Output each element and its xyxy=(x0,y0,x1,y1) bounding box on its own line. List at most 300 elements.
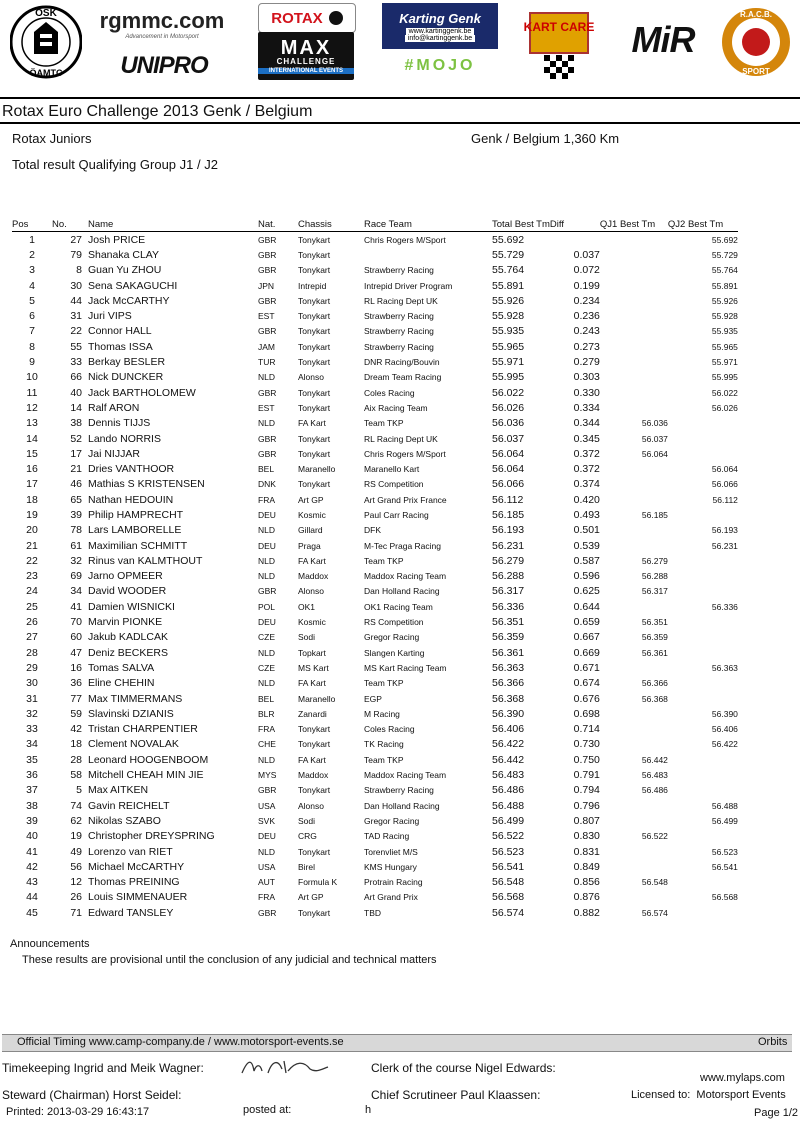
cell-nat: NLD xyxy=(258,754,276,765)
cell-qj1-best: 56.036 xyxy=(641,418,668,429)
cell-chassis: Sodi xyxy=(298,632,316,643)
cell-chassis: Art GP xyxy=(298,494,324,505)
cell-qj2-best xyxy=(668,614,738,629)
cell-qj1-best: 56.361 xyxy=(641,647,668,658)
cell-pos: 44 xyxy=(26,891,38,904)
cell-name: Mitchell CHEAH MIN JIE xyxy=(88,769,204,782)
cell-qj1-best: 56.486 xyxy=(641,785,668,796)
cell-nat: GBR xyxy=(258,234,277,245)
cell-qj2-best: 56.193 xyxy=(711,525,738,536)
cell-total-best: 56.022 xyxy=(492,386,525,399)
cell-qj1-best xyxy=(600,538,668,553)
cell-qj1-best xyxy=(600,354,668,369)
col-race-team: Race Team xyxy=(364,217,492,232)
racb-sport-logo xyxy=(720,6,792,78)
table-row xyxy=(12,798,738,813)
cell-race-team: Chris Rogers M/Sport xyxy=(364,448,446,459)
orbits-text: Orbits xyxy=(758,1036,788,1048)
table-row xyxy=(12,247,738,262)
steward-label: Steward (Chairman) Horst Seidel: xyxy=(2,1088,182,1102)
cell-qj2-best xyxy=(668,584,738,599)
cell-qj2-best xyxy=(668,676,738,691)
cell-no: 59 xyxy=(70,707,82,720)
class-label: Rotax Juniors xyxy=(12,131,92,146)
table-row xyxy=(12,232,738,248)
cell-chassis: Tonykart xyxy=(298,341,331,352)
cell-nat: DEU xyxy=(258,617,276,628)
cell-no: 19 xyxy=(70,830,82,843)
max-challenge-logo: MAX CHALLENGE INTERNATIONAL EVENTS xyxy=(258,32,354,80)
cell-chassis: Maddox xyxy=(298,571,329,582)
cell-nat: GBR xyxy=(258,265,277,276)
cell-no: 46 xyxy=(70,478,82,491)
cell-no: 26 xyxy=(70,891,82,904)
cell-race-team: Art Grand Prix France xyxy=(364,494,447,505)
cell-qj2-best: 56.541 xyxy=(711,861,738,872)
cell-no: 44 xyxy=(70,294,82,307)
cell-qj1-best: 56.522 xyxy=(641,831,668,842)
cell-total-best: 56.541 xyxy=(492,860,525,873)
cell-diff: 0.243 xyxy=(573,325,600,338)
svg-text:OSK: OSK xyxy=(35,8,57,19)
cell-chassis: Tonykart xyxy=(298,724,331,735)
table-row xyxy=(12,308,738,323)
table-row xyxy=(12,569,738,584)
cell-qj2-best: 55.965 xyxy=(711,341,738,352)
cell-pos: 21 xyxy=(26,539,38,552)
cell-qj1-best: 56.574 xyxy=(641,907,668,918)
table-row xyxy=(12,416,738,431)
cell-race-team: Strawberry Racing xyxy=(364,326,434,337)
cell-race-team: Dream Team Racing xyxy=(364,372,442,383)
cell-pos: 42 xyxy=(26,860,38,873)
cell-chassis: OK1 xyxy=(298,601,316,612)
cell-pos: 40 xyxy=(26,830,38,843)
cell-name: Thomas ISSA xyxy=(88,340,153,353)
header-divider-top xyxy=(0,97,800,99)
cell-chassis: Tonykart xyxy=(298,739,331,750)
cell-total-best: 55.928 xyxy=(492,310,525,323)
table-row xyxy=(12,477,738,492)
cell-pos: 18 xyxy=(26,493,38,506)
cell-nat: NLD xyxy=(258,678,276,689)
cell-name: Marvin PIONKE xyxy=(88,616,163,629)
cell-no: 60 xyxy=(70,631,82,644)
cell-total-best: 56.390 xyxy=(492,707,525,720)
cell-chassis: Tonykart xyxy=(298,357,331,368)
cell-qj1-best: 56.185 xyxy=(641,509,668,520)
announcements-text: These results are provisional until the conclusion of any judicial and technical matters xyxy=(22,954,437,966)
cell-pos: 1 xyxy=(29,233,35,246)
cell-chassis: Tonykart xyxy=(298,785,331,796)
cell-nat: NLD xyxy=(258,372,276,383)
cell-qj1-best xyxy=(600,798,668,813)
cell-qj2-best: 55.926 xyxy=(711,295,738,306)
cell-diff: 0.234 xyxy=(573,294,600,307)
cell-no: 40 xyxy=(70,386,82,399)
cell-chassis: Tonykart xyxy=(298,326,331,337)
cell-diff: 0.856 xyxy=(573,876,600,889)
cell-qj2-best: 55.935 xyxy=(711,326,738,337)
cell-diff: 0.667 xyxy=(573,631,600,644)
cell-total-best: 56.406 xyxy=(492,723,525,736)
cell-no: 71 xyxy=(70,906,82,919)
cell-name: Shanaka CLAY xyxy=(88,248,160,261)
cell-name: Lando NORRIS xyxy=(88,432,161,445)
cell-pos: 6 xyxy=(29,310,35,323)
cell-qj2-best xyxy=(668,507,738,522)
cell-pos: 39 xyxy=(26,814,38,827)
cell-diff: 0.330 xyxy=(573,386,600,399)
cell-qj2-best: 56.390 xyxy=(711,708,738,719)
sponsor-logo-bar xyxy=(0,0,800,92)
cell-diff: 0.420 xyxy=(573,493,600,506)
cell-diff: 0.796 xyxy=(573,799,600,812)
results-table xyxy=(12,217,738,920)
cell-qj2-best: 56.022 xyxy=(711,387,738,398)
page-title: Rotax Euro Challenge 2013 Genk / Belgium xyxy=(2,103,313,120)
table-row xyxy=(12,844,738,859)
cell-qj2-best: 56.363 xyxy=(711,662,738,673)
cell-no: 41 xyxy=(70,600,82,613)
cell-race-team: DNR Racing/Bouvin xyxy=(364,357,440,368)
cell-name: Juri VIPS xyxy=(88,310,132,323)
cell-race-team: MS Kart Racing Team xyxy=(364,662,447,673)
header-divider-bottom xyxy=(0,122,800,124)
karting-genk-logo: Karting Genk www.kartinggenk.be info@kartinggenk.be xyxy=(382,3,498,49)
cell-total-best: 56.359 xyxy=(492,631,525,644)
cell-pos: 17 xyxy=(26,478,38,491)
cell-total-best: 56.568 xyxy=(492,891,525,904)
cell-race-team: TBD xyxy=(364,907,381,918)
cell-name: Gavin REICHELT xyxy=(88,799,170,812)
cell-chassis: Tonykart xyxy=(298,249,331,260)
cell-total-best: 56.499 xyxy=(492,814,525,827)
col-chassis: Chassis xyxy=(298,217,364,232)
cell-pos: 19 xyxy=(26,508,38,521)
cell-nat: GBR xyxy=(258,448,277,459)
cell-qj1-best xyxy=(600,492,668,507)
cell-pos: 15 xyxy=(26,447,38,460)
cell-pos: 26 xyxy=(26,616,38,629)
cell-race-team xyxy=(364,247,492,262)
table-row xyxy=(12,507,738,522)
col-no: No. xyxy=(52,217,88,232)
cell-qj2-best xyxy=(668,829,738,844)
cell-name: Thomas PREINING xyxy=(88,876,180,889)
cell-nat: POL xyxy=(258,601,276,612)
cell-race-team: DFK xyxy=(364,525,381,536)
cell-chassis: Tonykart xyxy=(298,448,331,459)
cell-name: David WOODER xyxy=(88,585,167,598)
cell-qj1-best: 56.279 xyxy=(641,555,668,566)
cell-total-best: 56.064 xyxy=(492,463,525,476)
cell-race-team: RL Racing Dept UK xyxy=(364,295,438,306)
cell-no: 58 xyxy=(70,769,82,782)
cell-name: Dries VANTHOOR xyxy=(88,463,175,476)
cell-no: 55 xyxy=(70,340,82,353)
cell-qj1-best xyxy=(600,400,668,415)
cell-nat: GBR xyxy=(258,295,277,306)
cell-no: 49 xyxy=(70,845,82,858)
cell-race-team: RS Competition xyxy=(364,479,424,490)
cell-total-best: 56.442 xyxy=(492,753,525,766)
cell-no: 42 xyxy=(70,723,82,736)
cell-total-best: 56.522 xyxy=(492,830,525,843)
cell-diff: 0.501 xyxy=(573,524,600,537)
cell-name: Max TIMMERMANS xyxy=(88,692,183,705)
cell-name: Ralf ARON xyxy=(88,401,140,414)
cell-diff: 0.493 xyxy=(573,508,600,521)
cell-diff: 0.659 xyxy=(573,616,600,629)
table-row xyxy=(12,293,738,308)
cell-chassis: FA Kart xyxy=(298,678,326,689)
cell-qj1-best xyxy=(600,844,668,859)
cell-nat: NLD xyxy=(258,418,276,429)
cell-chassis: Tonykart xyxy=(298,846,331,857)
cell-pos: 16 xyxy=(26,463,38,476)
cell-no: 61 xyxy=(70,539,82,552)
cell-chassis: Tonykart xyxy=(298,234,331,245)
cell-total-best: 56.231 xyxy=(492,539,525,552)
cell-race-team: Coles Racing xyxy=(364,387,415,398)
cell-name: Deniz BECKERS xyxy=(88,646,168,659)
cell-qj1-best xyxy=(600,247,668,262)
cell-qj1-best xyxy=(600,339,668,354)
cell-qj2-best: 56.422 xyxy=(711,739,738,750)
cell-name: Jarno OPMEER xyxy=(88,570,163,583)
cell-chassis: Formula K xyxy=(298,877,338,888)
cell-nat: NLD xyxy=(258,571,276,582)
cell-race-team: Strawberry Racing xyxy=(364,265,434,276)
cell-name: Nathan HEDOUIN xyxy=(88,493,174,506)
cell-nat: GBR xyxy=(258,433,277,444)
cell-qj2-best: 56.523 xyxy=(711,846,738,857)
cell-race-team: Dan Holland Racing xyxy=(364,800,440,811)
cell-pos: 45 xyxy=(26,906,38,919)
cell-total-best: 56.026 xyxy=(492,401,525,414)
table-row xyxy=(12,859,738,874)
cell-total-best: 56.351 xyxy=(492,616,525,629)
cell-total-best: 56.422 xyxy=(492,738,525,751)
cell-total-best: 56.523 xyxy=(492,845,525,858)
cell-nat: NLD xyxy=(258,525,276,536)
cell-race-team: EGP xyxy=(364,693,382,704)
cell-qj1-best xyxy=(600,737,668,752)
cell-no: 33 xyxy=(70,356,82,369)
cell-nat: JPN xyxy=(258,280,275,291)
posted-label: posted at: xyxy=(243,1104,292,1116)
cell-total-best: 56.288 xyxy=(492,570,525,583)
cell-nat: TUR xyxy=(258,357,276,368)
cell-qj2-best xyxy=(668,446,738,461)
timekeeping-label: Timekeeping Ingrid and Meik Wagner: xyxy=(2,1061,204,1075)
cell-chassis: Art GP xyxy=(298,892,324,903)
col-total-best: Total Best Tm xyxy=(492,218,550,230)
cell-qj1-best: 56.366 xyxy=(641,678,668,689)
cell-qj2-best xyxy=(668,553,738,568)
cell-diff: 0.876 xyxy=(573,891,600,904)
cell-nat: NLD xyxy=(258,647,276,658)
cell-chassis: Maranello xyxy=(298,464,336,475)
cell-qj1-best xyxy=(600,461,668,476)
cell-total-best: 56.185 xyxy=(492,508,525,521)
cell-diff: 0.730 xyxy=(573,738,600,751)
cell-diff: 0.372 xyxy=(573,447,600,460)
cell-nat: CZE xyxy=(258,662,275,673)
table-row xyxy=(12,431,738,446)
cell-diff: 0.587 xyxy=(573,554,600,567)
cell-chassis: Sodi xyxy=(298,815,316,826)
cell-total-best: 56.361 xyxy=(492,646,525,659)
table-row xyxy=(12,278,738,293)
cell-total-best: 56.363 xyxy=(492,661,525,674)
cell-race-team: Dan Holland Racing xyxy=(364,586,440,597)
cell-chassis: Alonso xyxy=(298,372,324,383)
table-row xyxy=(12,691,738,706)
cell-nat: JAM xyxy=(258,341,275,352)
cell-qj1-best: 56.359 xyxy=(641,632,668,643)
table-row xyxy=(12,813,738,828)
cell-pos: 2 xyxy=(29,248,35,261)
cell-name: Dennis TIJJS xyxy=(88,417,151,430)
cell-pos: 3 xyxy=(29,264,35,277)
cell-chassis: Kosmic xyxy=(298,509,326,520)
cell-no: 69 xyxy=(70,570,82,583)
table-row xyxy=(12,890,738,905)
cell-qj2-best: 56.026 xyxy=(711,402,738,413)
col-nat: Nat. xyxy=(258,217,298,232)
cell-pos: 41 xyxy=(26,845,38,858)
cell-chassis: Zanardi xyxy=(298,708,327,719)
cell-nat: GBR xyxy=(258,249,277,260)
cell-nat: EST xyxy=(258,311,275,322)
announcements-title: Announcements xyxy=(10,938,90,950)
cell-qj2-best: 55.692 xyxy=(711,234,738,245)
cell-no: 22 xyxy=(70,325,82,338)
cell-pos: 43 xyxy=(26,876,38,889)
cell-qj1-best xyxy=(600,370,668,385)
cell-qj1-best: 56.064 xyxy=(641,448,668,459)
cell-chassis: Maranello xyxy=(298,693,336,704)
signature-image xyxy=(238,1055,330,1084)
cell-diff: 0.273 xyxy=(573,340,600,353)
cell-name: Lars LAMBORELLE xyxy=(88,524,182,537)
cell-total-best: 56.336 xyxy=(492,600,525,613)
table-row xyxy=(12,461,738,476)
col-qj1-best: QJ1 Best Tm xyxy=(600,217,668,232)
mylaps-url: www.mylaps.com xyxy=(700,1072,785,1084)
cell-nat: DEU xyxy=(258,831,276,842)
cell-qj1-best xyxy=(600,324,668,339)
cell-chassis: Praga xyxy=(298,540,321,551)
cell-no: 77 xyxy=(70,692,82,705)
table-row xyxy=(12,385,738,400)
cell-race-team: Strawberry Racing xyxy=(364,311,434,322)
cell-total-best: 55.891 xyxy=(492,279,525,292)
cell-qj1-best xyxy=(600,813,668,828)
cell-chassis: Tonykart xyxy=(298,433,331,444)
posted-value: h xyxy=(365,1104,372,1116)
cell-diff: 0.750 xyxy=(573,753,600,766)
cell-no: 32 xyxy=(70,554,82,567)
cell-chassis: Tonykart xyxy=(298,295,331,306)
cell-race-team: Torenvliet M/S xyxy=(364,846,418,857)
cell-name: Christopher DREYSPRING xyxy=(88,830,215,843)
table-row xyxy=(12,645,738,660)
cell-diff: 0.539 xyxy=(573,539,600,552)
cell-no: 18 xyxy=(70,738,82,751)
cell-no: 39 xyxy=(70,508,82,521)
cell-pos: 31 xyxy=(26,692,38,705)
cell-no: 36 xyxy=(70,677,82,690)
cell-qj1-best xyxy=(600,523,668,538)
cell-name: Philip HAMPRECHT xyxy=(88,508,184,521)
cell-name: Slavinski DZIANIS xyxy=(88,707,174,720)
cell-name: Damien WISNICKI xyxy=(88,600,175,613)
cell-nat: USA xyxy=(258,861,276,872)
cell-pos: 4 xyxy=(29,279,35,292)
table-row xyxy=(12,553,738,568)
cell-no: 52 xyxy=(70,432,82,445)
cell-qj2-best xyxy=(668,630,738,645)
cell-chassis: Maddox xyxy=(298,770,329,781)
cell-race-team: Protrain Racing xyxy=(364,877,423,888)
cell-no: 38 xyxy=(70,417,82,430)
table-row xyxy=(12,538,738,553)
cell-qj1-best xyxy=(600,293,668,308)
table-row xyxy=(12,523,738,538)
cell-pos: 9 xyxy=(29,356,35,369)
cell-race-team: Strawberry Racing xyxy=(364,785,434,796)
cell-chassis: Tonykart xyxy=(298,311,331,322)
table-row xyxy=(12,829,738,844)
cell-nat: BEL xyxy=(258,464,275,475)
cell-diff: 0.199 xyxy=(573,279,600,292)
cell-nat: USA xyxy=(258,800,276,811)
cell-no: 62 xyxy=(70,814,82,827)
cell-diff: 0.279 xyxy=(573,356,600,369)
table-row xyxy=(12,722,738,737)
cell-no: 65 xyxy=(70,493,82,506)
cell-nat: GBR xyxy=(258,907,277,918)
cell-pos: 20 xyxy=(26,524,38,537)
cell-pos: 34 xyxy=(26,738,38,751)
cell-pos: 28 xyxy=(26,646,38,659)
cell-pos: 13 xyxy=(26,417,38,430)
cell-name: Eline CHEHIN xyxy=(88,677,155,690)
cell-nat: MYS xyxy=(258,770,277,781)
footer-bar xyxy=(2,1034,792,1052)
cell-chassis: CRG xyxy=(298,831,317,842)
svg-text:ÖAMTC: ÖAMTC xyxy=(29,68,63,78)
cell-diff: 0.625 xyxy=(573,585,600,598)
cell-pos: 23 xyxy=(26,570,38,583)
cell-qj2-best: 56.499 xyxy=(711,815,738,826)
cell-race-team: Art Grand Prix xyxy=(364,892,418,903)
cell-nat: FRA xyxy=(258,892,275,903)
cell-total-best: 56.486 xyxy=(492,784,525,797)
svg-text:R.A.C.B.: R.A.C.B. xyxy=(740,10,772,19)
cell-total-best: 55.764 xyxy=(492,264,525,277)
table-row xyxy=(12,874,738,889)
cell-name: Leonard HOOGENBOOM xyxy=(88,753,209,766)
cell-qj2-best: 55.764 xyxy=(711,265,738,276)
cell-qj2-best: 55.729 xyxy=(711,249,738,260)
cell-pos: 14 xyxy=(26,432,38,445)
cell-qj2-best: 56.066 xyxy=(711,479,738,490)
cell-chassis: FA Kart xyxy=(298,754,326,765)
